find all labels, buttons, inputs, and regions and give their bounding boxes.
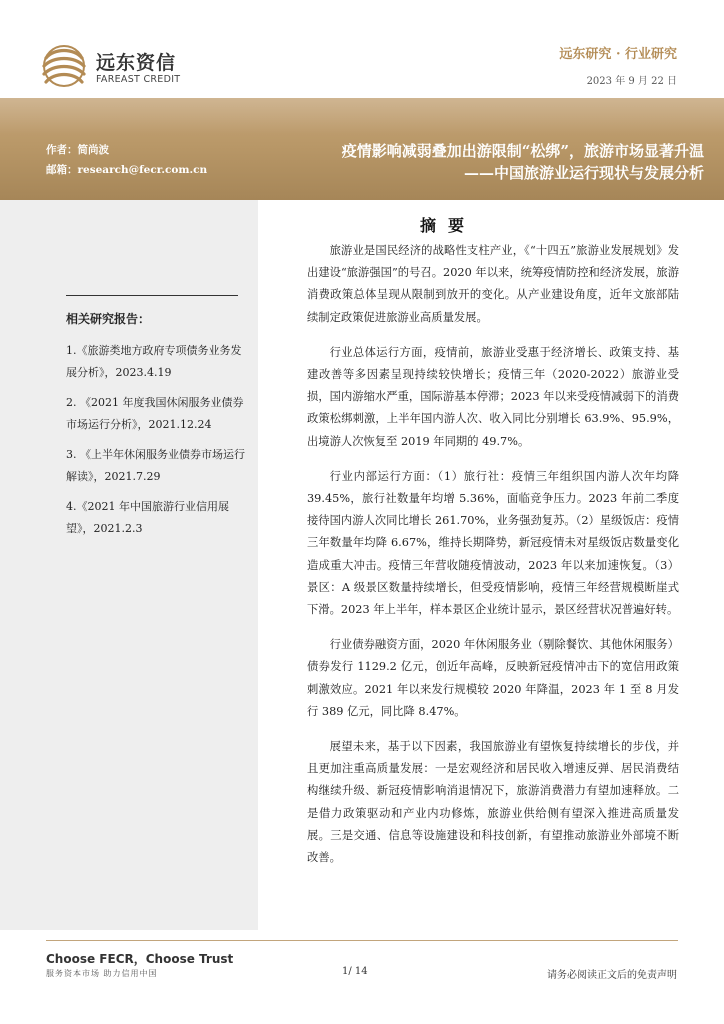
abstract-paragraph: 旅游业是国民经济的战略性支柱产业，《“十四五”旅游业发展规划》发出建设“旅游强国”的号召。2020 年以来，统筹疫情防控和经济发展，旅游消费政策总体呈现从限制到放开的变化。从产业建设角度，近年文旅部陆续制定政策促进旅游业高质量发展。 (307, 244, 679, 324)
abstract-paragraph: 展望未来，基于以下因素，我国旅游业有望恢复持续增长的步伐，并且更加注重高质量发展：一是宏观经济和居民收入增速反弹、居民消费结构继续升级、新冠疫情影响消退情况下，旅游消费潜力有望加速释放。二是借力政策驱动和产业内功修炼，旅游业供给侧有望深入推进高质量发展。三是交通、信息等设施建设和科技创新，有望推动旅游业外部境不断改善。 (307, 740, 679, 865)
logo-chinese-name: 远东资信 (96, 52, 177, 74)
related-report-item[interactable]: 2. 《2021 年度我国休闲服务业债券市场运行分析》，2021.12.24 (66, 396, 244, 431)
abstract-body (307, 240, 679, 882)
author: 作者：简尚波 (46, 144, 109, 156)
logo-english-name: FAREAST CREDIT (96, 74, 181, 85)
banner-highlight (0, 98, 724, 134)
abstract-paragraph: 行业债券融资方面，2020 年休闲服务业（剔除餐饮、其他休闲服务）债券发行 1129.2 亿元，创近年高峰，反映新冠疫情冲击下的宽信用政策刺激效应。2021 年以来发行规模较 2020 年降温，2023 年 1 至 8 月发行 389 亿元，同比降 8.47%。 (307, 638, 679, 718)
page-number: 1/ 14 (342, 966, 368, 977)
related-report-item[interactable]: 1.《旅游类地方政府专项债务业务发展分析》，2023.4.19 (66, 344, 242, 379)
fareast-logo-icon (40, 44, 88, 88)
report-series: 远东研究 · 行业研究 (559, 47, 677, 62)
related-report-item[interactable]: 3. 《上半年休闲服务业债券市场运行解读》，2021.7.29 (66, 448, 245, 483)
disclaimer-note: 请务必阅读正文后的免责声明 (547, 970, 677, 981)
abstract-paragraph: 行业总体运行方面，疫情前，旅游业受惠于经济增长、政策支持、基建改善等多因素呈现持续较快增长；疫情三年（2020-2022）旅游业受损，国内游缩水严重，国际游基本停滞；2023 年以来受疫情减弱下的消费政策松绑刺激，上半年国内游人次、收入同比分别增长 63.9%、95.9%，出境游人次恢复至 2019 年同期的 49.7%。 (307, 345, 679, 448)
related-report-item[interactable]: 4.《2021 年中国旅游行业信用展望》，2021.2.3 (66, 500, 229, 535)
author-email: 邮箱：research@fecr.com.cn (46, 164, 208, 176)
title-banner (0, 98, 724, 200)
related-reports-list (66, 340, 246, 548)
footer-slogan: Choose FECR，Choose Trust (46, 952, 234, 966)
report-title: 疫情影响减弱叠加出游限制“松绑”，旅游市场显著升温 (341, 142, 704, 160)
sidebar-divider (66, 295, 238, 296)
abstract-heading: 摘要 (419, 216, 477, 235)
report-subtitle: ——中国旅游业运行现状与发展分析 (463, 164, 704, 182)
abstract-paragraph: 行业内部运行方面：（1）旅行社：疫情三年组织国内游人次年均降 39.45%，旅行社数量年均增 5.36%，面临竞争压力。2023 年前二季度接待国内游人次同比增长 261.70%，业务强劲复苏。（2）星级饭店：疫情三年数量年均降 6.67%，维持长期降势，新冠疫情未对星级饭店数量变化造成重大冲击。疫情三年营收随疫情波动，2023 年以来加速恢复。（3）景区：A 级景区数量持续增长，但受疫情影响，疫情三年经营规模断崖式下滑。2023 年上半年，样本景区企业统计显示，景区经营状况普遍好转。 (307, 469, 679, 617)
company-logo (40, 44, 190, 90)
report-date: 2023 年 9 月 22 日 (586, 76, 677, 87)
footer-divider (46, 940, 678, 941)
related-reports-title: 相关研究报告： (66, 312, 151, 326)
footer-slogan-subtitle: 服务资本市场 助力信用中国 (46, 969, 158, 978)
